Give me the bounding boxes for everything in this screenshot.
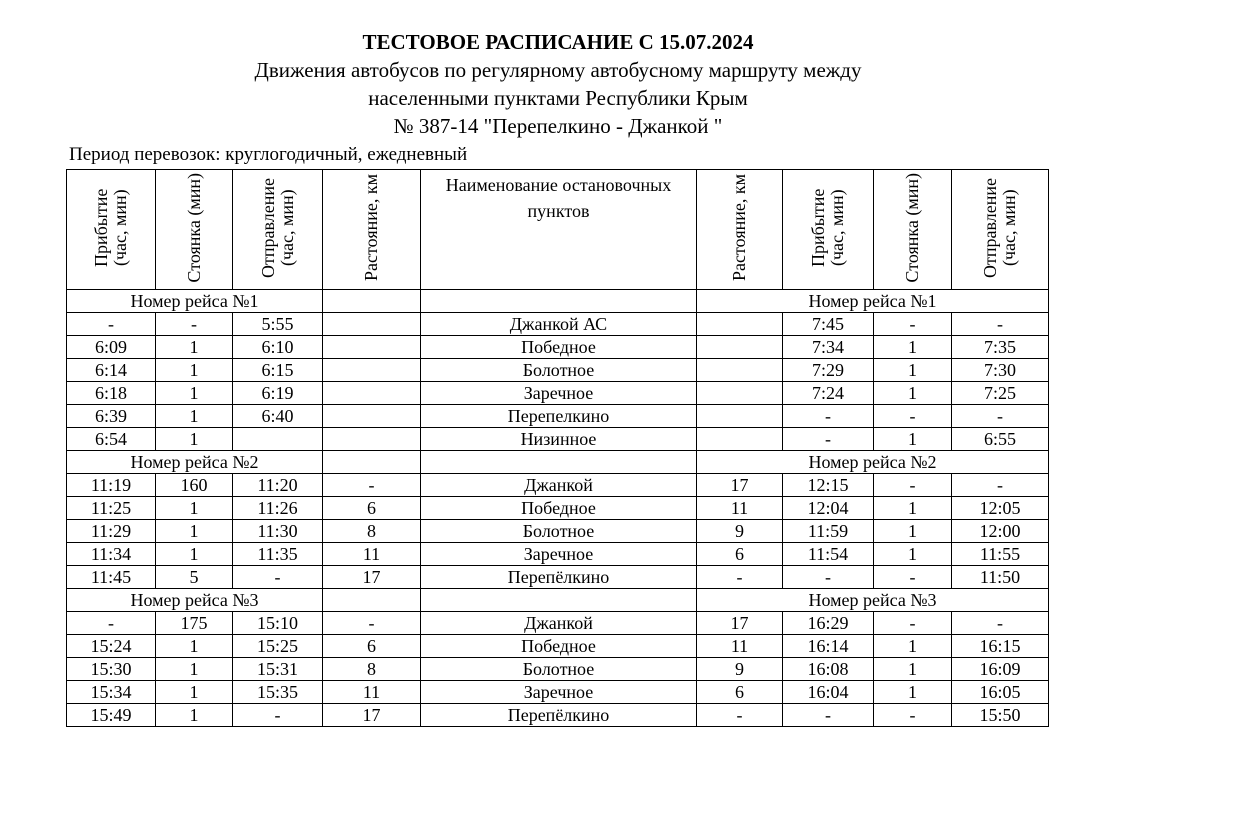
table-row	[67, 612, 1049, 635]
cell-stop-right: 1	[874, 428, 952, 451]
cell-distance-left: 11	[323, 543, 421, 566]
cell-stop-left: 5	[156, 566, 233, 589]
cell-distance-left: 8	[323, 658, 421, 681]
cell-arrival-left: 11:45	[67, 566, 156, 589]
header-departure-right: Отправление (час, мин)	[952, 170, 1049, 290]
cell-distance-left: 11	[323, 681, 421, 704]
cell-arrival-right: 7:45	[783, 313, 874, 336]
cell-distance-left	[323, 428, 421, 451]
cell-arrival-left: 15:30	[67, 658, 156, 681]
cell-distance-left: 17	[323, 704, 421, 727]
trip-number-left: Номер рейса №2	[67, 451, 323, 474]
table-row	[67, 474, 1049, 497]
table-row	[67, 704, 1049, 727]
cell-arrival-right: 11:59	[783, 520, 874, 543]
cell-distance-right	[697, 428, 783, 451]
table-row	[67, 635, 1049, 658]
cell-departure-left: 11:26	[233, 497, 323, 520]
cell-departure-right: 15:50	[952, 704, 1049, 727]
cell-stop-name: Заречное	[421, 681, 697, 704]
cell-stop-left: 160	[156, 474, 233, 497]
cell-stop-right: 1	[874, 520, 952, 543]
cell-departure-right: -	[952, 612, 1049, 635]
cell-stop-left: 1	[156, 658, 233, 681]
cell-departure-right: -	[952, 405, 1049, 428]
cell-stop-left: 1	[156, 635, 233, 658]
cell-distance-left: 17	[323, 566, 421, 589]
cell-distance-right: 17	[697, 474, 783, 497]
cell-departure-left: 6:40	[233, 405, 323, 428]
cell-stop-right: 1	[874, 497, 952, 520]
cell-arrival-right: 7:34	[783, 336, 874, 359]
cell-stop-name: Джанкой	[421, 612, 697, 635]
cell-stop-right: 1	[874, 543, 952, 566]
cell-stop-right: -	[874, 704, 952, 727]
table-row	[67, 428, 1049, 451]
cell-stop-left: 1	[156, 382, 233, 405]
cell-distance-left: 6	[323, 497, 421, 520]
cell-distance-right: 11	[697, 635, 783, 658]
cell-arrival-left: 11:34	[67, 543, 156, 566]
cell-departure-left: 6:15	[233, 359, 323, 382]
table-row	[67, 497, 1049, 520]
cell-distance-right: 9	[697, 520, 783, 543]
cell-departure-right: 12:00	[952, 520, 1049, 543]
document-title: ТЕСТОВОЕ РАСПИСАНИЕ С 15.07.2024	[362, 30, 754, 54]
cell-stop-right: 1	[874, 382, 952, 405]
cell-distance-right: 11	[697, 497, 783, 520]
cell-stop-right: 1	[874, 336, 952, 359]
cell-stop-left: 1	[156, 359, 233, 382]
header-distance-left: Растояние, км	[323, 170, 421, 290]
cell-distance-left: -	[323, 474, 421, 497]
trip-header-row	[67, 589, 1049, 612]
cell-distance-right	[697, 359, 783, 382]
cell-arrival-right: 12:15	[783, 474, 874, 497]
cell-distance-left	[323, 313, 421, 336]
cell-stop-left: 1	[156, 520, 233, 543]
cell-arrival-right: -	[783, 428, 874, 451]
document-subtitle-line-1: Движения автобусов по регулярному автобусному маршруту между	[254, 58, 862, 82]
trip-number-right: Номер рейса №3	[697, 589, 1049, 612]
cell-stop-name: Перепелкино	[421, 405, 697, 428]
cell-departure-right: 11:50	[952, 566, 1049, 589]
cell-departure-left	[233, 428, 323, 451]
cell-arrival-left: 15:34	[67, 681, 156, 704]
cell-distance-right	[697, 382, 783, 405]
cell-stop-name: Победное	[421, 635, 697, 658]
schedule-body	[67, 290, 1049, 727]
cell-arrival-right: 7:24	[783, 382, 874, 405]
cell-stop-name: Победное	[421, 336, 697, 359]
trip-number-left: Номер рейса №3	[67, 589, 323, 612]
table-row	[67, 658, 1049, 681]
cell-arrival-right: 16:14	[783, 635, 874, 658]
cell-arrival-left: 6:54	[67, 428, 156, 451]
cell-arrival-right: 7:29	[783, 359, 874, 382]
cell-arrival-left: 11:19	[67, 474, 156, 497]
header-arrival-right: Прибытие (час, мин)	[783, 170, 874, 290]
cell-stop-name: Перепёлкино	[421, 566, 697, 589]
cell-arrival-right: -	[783, 566, 874, 589]
header-stop-left: Стоянка (мин)	[156, 170, 233, 290]
cell-departure-right: 7:35	[952, 336, 1049, 359]
cell-departure-left: 11:30	[233, 520, 323, 543]
document-subtitle-line-2: населенными пунктами Республики Крым	[368, 86, 748, 110]
table-row	[67, 566, 1049, 589]
cell-departure-right: 16:15	[952, 635, 1049, 658]
cell-stop-right: -	[874, 474, 952, 497]
cell-arrival-right: 11:54	[783, 543, 874, 566]
cell-distance-left	[323, 359, 421, 382]
cell-departure-left: 15:10	[233, 612, 323, 635]
cell-distance-right: 9	[697, 658, 783, 681]
cell-stop-right: -	[874, 612, 952, 635]
cell-arrival-right: -	[783, 405, 874, 428]
cell-stop-name: Перепёлкино	[421, 704, 697, 727]
cell-distance-left	[323, 382, 421, 405]
table-row	[67, 382, 1049, 405]
cell-arrival-left: 6:14	[67, 359, 156, 382]
cell-stop-left: 1	[156, 497, 233, 520]
cell-departure-left: 15:35	[233, 681, 323, 704]
cell-arrival-left: 11:29	[67, 520, 156, 543]
cell-stop-name: Низинное	[421, 428, 697, 451]
empty-cell	[421, 451, 697, 474]
cell-departure-right: 7:25	[952, 382, 1049, 405]
table-row	[67, 336, 1049, 359]
trip-number-right: Номер рейса №2	[697, 451, 1049, 474]
trip-header-row	[67, 451, 1049, 474]
table-header-row	[67, 170, 1049, 290]
cell-stop-name: Джанкой АС	[421, 313, 697, 336]
cell-distance-right	[697, 336, 783, 359]
cell-distance-left: 8	[323, 520, 421, 543]
cell-distance-right: 6	[697, 543, 783, 566]
cell-arrival-left: 15:49	[67, 704, 156, 727]
cell-arrival-left: -	[67, 612, 156, 635]
table-row	[67, 543, 1049, 566]
header-stop-right: Стоянка (мин)	[874, 170, 952, 290]
cell-stop-right: 1	[874, 681, 952, 704]
header-stop-name: Наименование остановочных пунктов	[421, 170, 697, 290]
cell-departure-left: 5:55	[233, 313, 323, 336]
table-row	[67, 359, 1049, 382]
cell-distance-left: 6	[323, 635, 421, 658]
cell-arrival-left: 6:18	[67, 382, 156, 405]
cell-departure-left: 15:31	[233, 658, 323, 681]
empty-cell	[323, 589, 421, 612]
cell-stop-left: 1	[156, 681, 233, 704]
header-arrival-left: Прибытие (час, мин)	[67, 170, 156, 290]
cell-arrival-right: 16:04	[783, 681, 874, 704]
cell-arrival-left: 15:24	[67, 635, 156, 658]
cell-departure-right: 16:05	[952, 681, 1049, 704]
cell-stop-name: Заречное	[421, 382, 697, 405]
trip-number-right: Номер рейса №1	[697, 290, 1049, 313]
cell-departure-right: 11:55	[952, 543, 1049, 566]
cell-departure-left: 6:10	[233, 336, 323, 359]
cell-departure-right: 12:05	[952, 497, 1049, 520]
transport-period: Период перевозок: круглогодичный, ежедневный	[69, 144, 468, 165]
cell-stop-left: 1	[156, 543, 233, 566]
cell-stop-right: 1	[874, 635, 952, 658]
empty-cell	[421, 589, 697, 612]
cell-stop-right: 1	[874, 359, 952, 382]
cell-arrival-left: -	[67, 313, 156, 336]
cell-stop-left: 175	[156, 612, 233, 635]
cell-departure-right: 16:09	[952, 658, 1049, 681]
cell-distance-right: 17	[697, 612, 783, 635]
cell-arrival-left: 6:39	[67, 405, 156, 428]
cell-arrival-right: -	[783, 704, 874, 727]
cell-stop-right: -	[874, 313, 952, 336]
cell-distance-right: -	[697, 566, 783, 589]
cell-stop-right: 1	[874, 658, 952, 681]
cell-distance-left: -	[323, 612, 421, 635]
schedule-table	[66, 169, 1049, 727]
cell-distance-right: 6	[697, 681, 783, 704]
cell-stop-name: Победное	[421, 497, 697, 520]
cell-stop-name: Болотное	[421, 658, 697, 681]
cell-stop-left: 1	[156, 336, 233, 359]
cell-distance-right	[697, 405, 783, 428]
cell-distance-left	[323, 405, 421, 428]
cell-arrival-left: 11:25	[67, 497, 156, 520]
cell-distance-right	[697, 313, 783, 336]
header-distance-right: Растояние, км	[697, 170, 783, 290]
cell-arrival-right: 16:29	[783, 612, 874, 635]
trip-number-left: Номер рейса №1	[67, 290, 323, 313]
header-departure-left: Отправление (час, мин)	[233, 170, 323, 290]
cell-stop-right: -	[874, 405, 952, 428]
cell-departure-left: 11:20	[233, 474, 323, 497]
cell-stop-right: -	[874, 566, 952, 589]
cell-departure-right: 6:55	[952, 428, 1049, 451]
cell-stop-name: Джанкой	[421, 474, 697, 497]
cell-arrival-left: 6:09	[67, 336, 156, 359]
table-row	[67, 313, 1049, 336]
empty-cell	[323, 290, 421, 313]
table-row	[67, 520, 1049, 543]
cell-departure-right: -	[952, 313, 1049, 336]
cell-departure-left: 6:19	[233, 382, 323, 405]
cell-stop-left: 1	[156, 428, 233, 451]
cell-departure-right: 7:30	[952, 359, 1049, 382]
document-title-block	[0, 28, 1116, 140]
cell-arrival-right: 16:08	[783, 658, 874, 681]
cell-departure-left: 11:35	[233, 543, 323, 566]
cell-departure-left: -	[233, 704, 323, 727]
cell-stop-left: 1	[156, 405, 233, 428]
trip-header-row	[67, 290, 1049, 313]
cell-distance-right: -	[697, 704, 783, 727]
cell-departure-left: 15:25	[233, 635, 323, 658]
cell-stop-left: -	[156, 313, 233, 336]
cell-departure-left: -	[233, 566, 323, 589]
cell-departure-right: -	[952, 474, 1049, 497]
cell-arrival-right: 12:04	[783, 497, 874, 520]
empty-cell	[421, 290, 697, 313]
empty-cell	[323, 451, 421, 474]
cell-stop-left: 1	[156, 704, 233, 727]
table-row	[67, 405, 1049, 428]
cell-stop-name: Болотное	[421, 359, 697, 382]
table-row	[67, 681, 1049, 704]
cell-stop-name: Болотное	[421, 520, 697, 543]
cell-distance-left	[323, 336, 421, 359]
route-number: № 387-14 "Перепелкино - Джанкой "	[393, 114, 723, 138]
cell-stop-name: Заречное	[421, 543, 697, 566]
